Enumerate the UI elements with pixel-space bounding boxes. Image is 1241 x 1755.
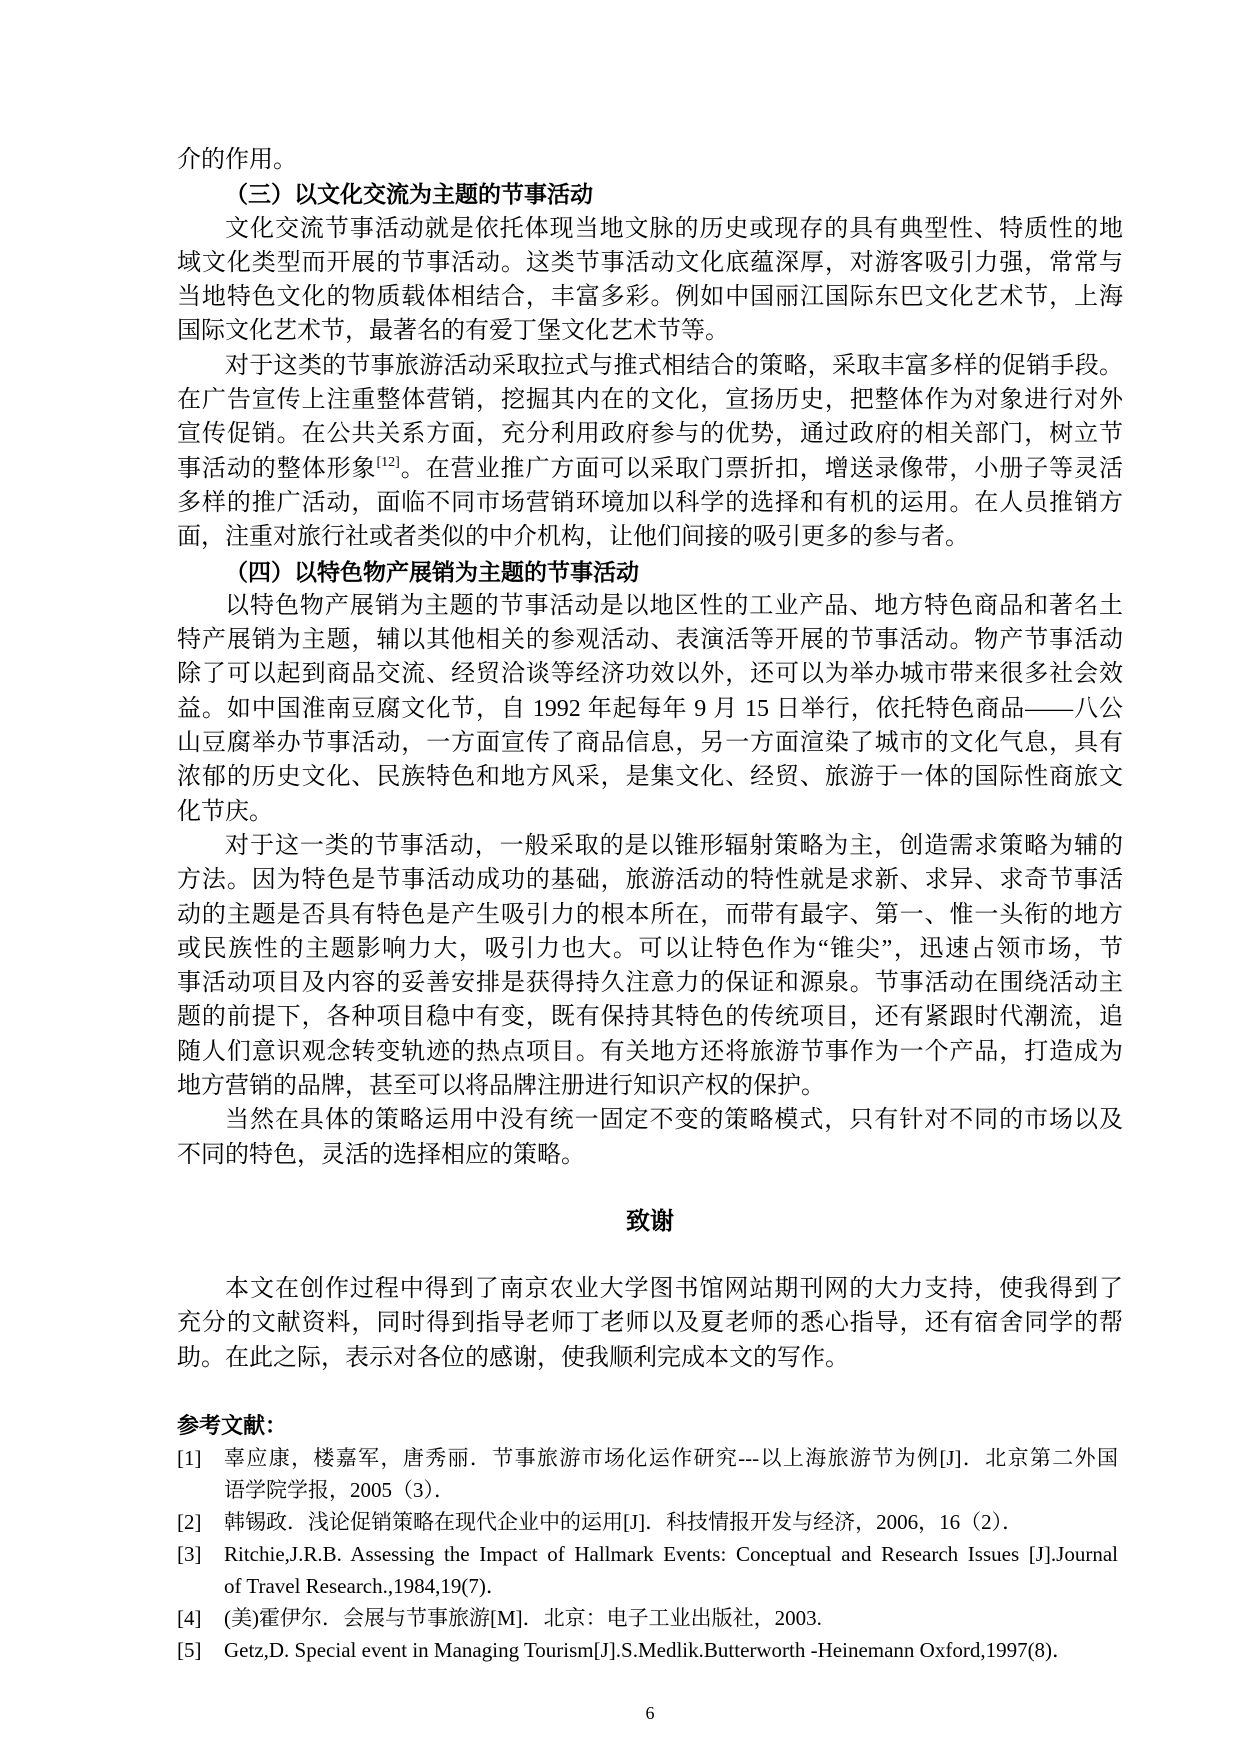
reference-list bbox=[177, 1442, 1123, 1666]
citation-superscript: [12] bbox=[376, 454, 400, 470]
body-line: 文化交流节事活动就是依托体现当地文脉的历史或现存的具有典型性、特质性的地 bbox=[225, 215, 1123, 242]
reference-number: [1] bbox=[177, 1446, 202, 1470]
body-line: 助。在此之际，表示对各位的感谢，使我顺利完成本文的写作。 bbox=[177, 1344, 849, 1371]
body-line: 山豆腐举办节事活动，一方面宣传了商品信息，另一方面渲染了城市的文化气息，具有 bbox=[177, 730, 1123, 757]
acknowledgements-text bbox=[177, 1272, 1123, 1375]
reference-line: Ritchie,J.R.B. Assessing the Impact of Hallmark Events: Conceptual and Research Issues [J].Journal bbox=[224, 1542, 1118, 1566]
reference-line: Getz,D. Special event in Managing Tourism[J].S.Medlik.Butterworth -Heinemann Oxford,1997(8)． bbox=[224, 1638, 1074, 1662]
body-line: 国际文化艺术节，最著名的有爱丁堡文化艺术节等。 bbox=[177, 318, 729, 345]
page-number: 6 bbox=[645, 1703, 655, 1723]
body-line: 除了可以起到商品交流、经贸洽谈等经济功效以外，还可以为举办城市带来很多社会效 bbox=[177, 661, 1123, 688]
body-line: 不同的特色，灵活的选择相应的策略。 bbox=[177, 1141, 585, 1168]
body-line: 随人们意识观念转变轨迹的热点项目。有关地方还将旅游节事作为一个产品，打造成为 bbox=[177, 1038, 1123, 1065]
reference-number: [5] bbox=[177, 1638, 202, 1662]
paragraph bbox=[177, 589, 1123, 829]
body-line: 介的作用。 bbox=[177, 147, 297, 173]
body-line: 本文在创作过程中得到了南京农业大学图书馆网站期刊网的大力支持，使我得到了 bbox=[225, 1276, 1123, 1302]
body-line: 浓郁的历史文化、民族特色和地方风采，是集文化、经贸、旅游于一体的国际性商旅文 bbox=[177, 764, 1123, 791]
body-line: 动的主题是否具有特色是产生吸引力的根本所在，而带有最字、第一、惟一头衔的地方 bbox=[177, 901, 1123, 928]
reference-text bbox=[224, 1538, 1118, 1602]
reference-text bbox=[224, 1506, 1118, 1538]
body-line: 充分的文献资料，同时得到指导老师丁老师以及夏老师的悉心指导，还有宿舍同学的帮 bbox=[177, 1310, 1123, 1337]
section-heading: （三）以文化交流为主题的节事活动 bbox=[225, 181, 593, 208]
body-line: 面，注重对旅行社或者类似的中介机构，让他们间接的吸引更多的参与者。 bbox=[177, 524, 969, 551]
body-line: 域文化类型而开展的节事活动。这类节事活动文化底蕴深厚，对游客吸引力强，常常与 bbox=[177, 249, 1123, 276]
line-text: 事活动的整体形象 bbox=[177, 455, 377, 482]
body-line: 地方营销的品牌，甚至可以将品牌注册进行知识产权的保护。 bbox=[177, 1073, 825, 1100]
reference-line: 辜应康，楼嘉军，唐秀丽．节事旅游市场化运作研究---以上海旅游节为例[J]．北京第二外国 bbox=[224, 1446, 1118, 1470]
paragraph bbox=[177, 1103, 1123, 1172]
acknowledgements-title: 致谢 bbox=[626, 1208, 674, 1235]
reference-text bbox=[224, 1634, 1118, 1666]
reference-number: [3] bbox=[177, 1542, 202, 1566]
body-line bbox=[177, 452, 1123, 486]
body-line: 在广告宣传上注重整体营销，挖掘其内在的文化，宣扬历史，把整体作为对象进行对外 bbox=[177, 387, 1123, 414]
reference-item bbox=[177, 1442, 1123, 1506]
reference-item bbox=[177, 1602, 1123, 1634]
reference-number: [2] bbox=[177, 1510, 202, 1534]
body-line: 宣传促销。在公共关系方面，充分利用政府参与的优势，通过政府的相关部门，树立节 bbox=[177, 421, 1123, 448]
body-line: 对于这一类的节事活动，一般采取的是以锥形辐射策略为主，创造需求策略为辅的 bbox=[225, 832, 1123, 859]
body-line: 特产展销为主题，辅以其他相关的参观活动、表演活等开展的节事活动。物产节事活动 bbox=[177, 627, 1123, 654]
reference-line: 韩锡政．浅论促销策略在现代企业中的运用[J]．科技情报开发与经济，2006，16（2）． bbox=[224, 1510, 1024, 1534]
paragraph bbox=[177, 829, 1123, 1103]
reference-line: 语学院学报，2005（3）． bbox=[224, 1478, 455, 1502]
reference-item bbox=[177, 1634, 1123, 1666]
paragraph bbox=[177, 212, 1123, 349]
body-text bbox=[177, 143, 1123, 1172]
body-line: 当地特色文化的物质载体相结合，丰富多彩。例如中国丽江国际东巴文化艺术节，上海 bbox=[177, 284, 1123, 311]
body-line: 题的前提下，各种项目稳中有变，既有保持其特色的传统项目，还有紧跟时代潮流，追 bbox=[177, 1004, 1123, 1031]
reference-text bbox=[224, 1442, 1118, 1506]
reference-line: (美)霍伊尔．会展与节事旅游[M]．北京：电子工业出版社，2003. bbox=[224, 1606, 822, 1630]
body-line: 当然在具体的策略运用中没有统一固定不变的策略模式，只有针对不同的市场以及 bbox=[225, 1107, 1123, 1134]
body-line: 事活动项目及内容的妥善安排是获得持久注意力的保证和源泉。节事活动在围绕活动主 bbox=[177, 970, 1123, 997]
body-line: 多样的推广活动，面临不同市场营销环境加以科学的选择和有机的运用。在人员推销方 bbox=[177, 489, 1123, 516]
reference-number: [4] bbox=[177, 1606, 202, 1630]
body-line: 或民族性的主题影响力大，吸引力也大。可以让特色作为“锥尖”，迅速占领市场，节 bbox=[177, 935, 1123, 962]
body-line: 化节庆。 bbox=[177, 798, 273, 825]
body-line: 对于这类的节事旅游活动采取拉式与推式相结合的策略，采取丰富多样的促销手段。 bbox=[225, 352, 1123, 379]
reference-item bbox=[177, 1506, 1123, 1538]
body-line: 益。如中国淮南豆腐文化节，自 1992 年起每年 9 月 15 日举行，依托特色商品——八公 bbox=[177, 695, 1123, 722]
paragraph bbox=[177, 349, 1123, 555]
section-heading: （四）以特色物产展销为主题的节事活动 bbox=[225, 558, 639, 585]
body-line: 方法。因为特色是节事活动成功的基础，旅游活动的特性就是求新、求异、求奇节事活 bbox=[177, 867, 1123, 894]
reference-text bbox=[224, 1602, 1118, 1634]
body-line: 以特色物产展销为主题的节事活动是以地区性的工业产品、地方特色商品和著名土 bbox=[225, 592, 1123, 619]
line-text: 。在营业推广方面可以采取门票折扣，增送录像带，小册子等灵活 bbox=[399, 455, 1123, 482]
reference-item bbox=[177, 1538, 1123, 1602]
references-title: 参考文献： bbox=[177, 1413, 288, 1438]
reference-line: of Travel Research.,1984,19(7)． bbox=[224, 1574, 507, 1598]
